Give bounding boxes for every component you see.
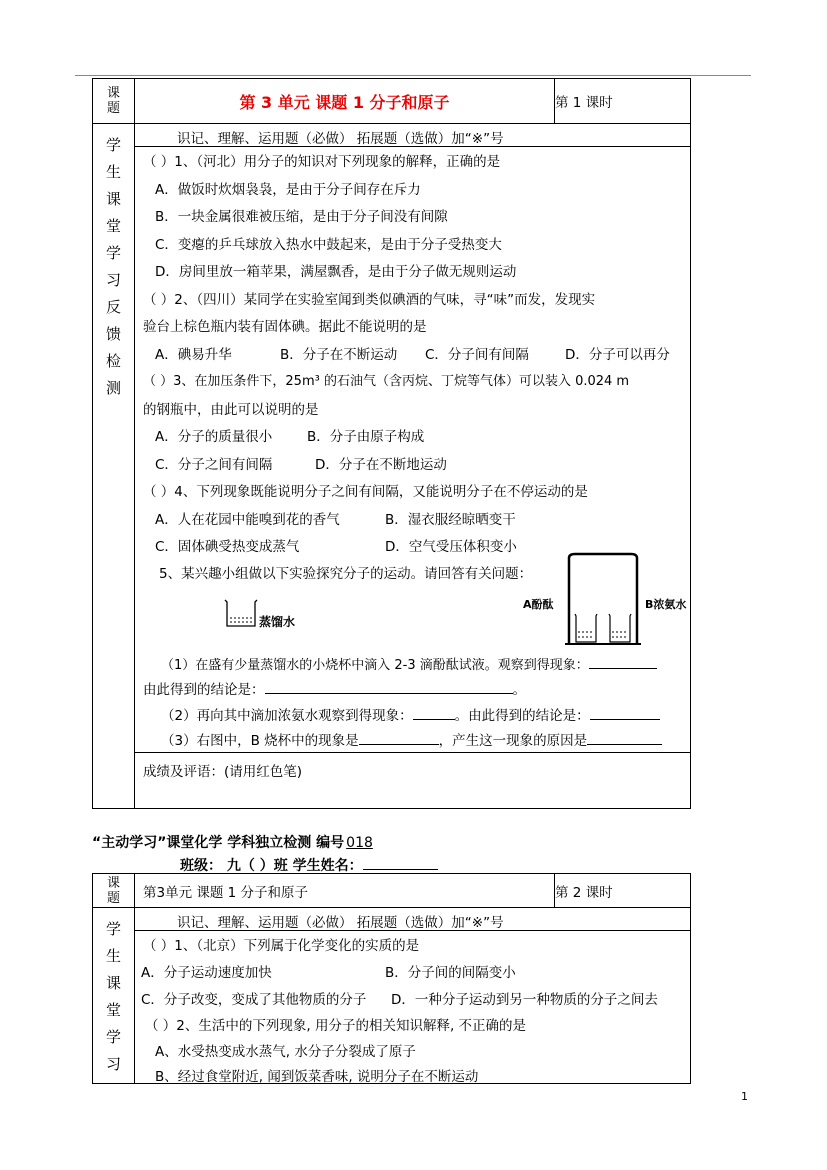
q1-stem: （ ）1、（河北）用分子的知识对下列现象的解释，正确的是	[143, 154, 501, 170]
q1-option-d: D．房间里放一箱苹果，满屋飘香，是由于分子做无规则运动	[155, 264, 517, 280]
student-name-field[interactable]	[363, 869, 438, 870]
q3-option-a: A．分子的质量很小	[155, 429, 273, 445]
q4-option-b: B．湿衣服经晾晒变干	[385, 512, 516, 528]
sheet-header: “主动学习”课堂化学 学科独立检测 编号 018	[92, 832, 381, 852]
side-label: 学 生 课 堂 学 习 反 馈 检 测	[93, 124, 135, 809]
answer-blank[interactable]	[413, 719, 455, 720]
answer-blank[interactable]	[587, 744, 662, 745]
q4-stem: （ ）4、下列现象既能说明分子之间有间隔，又能说明分子在不停运动的是	[143, 484, 588, 500]
remarks-label: 成绩及评语：(请用红色笔)	[143, 764, 303, 780]
answer-blank[interactable]	[359, 744, 439, 745]
q1-option-a: A．做饭时炊烟袅袅，是由于分子间存在斥力	[155, 182, 421, 198]
student-info: 班级： 九（ ）班 学生姓名：	[180, 855, 438, 875]
beaker-distilled-water	[223, 598, 259, 628]
answer-blank[interactable]	[589, 668, 657, 669]
instruction-text: 识记、理解、运用题（必做） 拓展题（选做）加“※”号	[177, 131, 504, 147]
q2-option-b: B．分子在不断运动	[280, 347, 398, 363]
q1-option-c: C．分子改变，变成了其他物质的分子	[141, 992, 367, 1008]
page-number: 1	[741, 1090, 748, 1103]
q2-option-d: D．分子可以再分	[565, 347, 670, 363]
q1-option-b: B．分子间的间隔变小	[385, 965, 516, 981]
q2-option-a: A、水受热变成水蒸气, 水分子分裂成了原子	[155, 1044, 416, 1060]
questions-area	[135, 908, 691, 1084]
instruction-row	[135, 908, 690, 931]
topic-label: 课题	[93, 79, 135, 124]
q3-option-d: D．分子在不断地运动	[315, 457, 447, 473]
side-label: 学 生 课 堂 学 习	[93, 908, 135, 1084]
q1-option-d: D．一种分子运动到另一种物质的分子之间去	[391, 992, 658, 1008]
top-rule	[75, 75, 751, 76]
q4-option-a: A．人在花园中能嗅到花的香气	[155, 512, 340, 528]
bell-jar-apparatus	[563, 552, 643, 646]
q5-part1-line2: 由此得到的结论是： 。	[143, 682, 526, 698]
q5-part2: （2）再向其中滴加浓氨水观察到得现象： 。由此得到的结论是：	[161, 704, 660, 724]
lesson-period: 第 1 课时	[555, 79, 691, 124]
sheet-code: 018	[346, 835, 373, 851]
q4-option-d: D．空气受压体积变小	[385, 539, 517, 555]
answer-blank[interactable]	[265, 693, 513, 694]
q5-part1-line1: （1）在盛有少量蒸馏水的小烧杯中滴入 2-3 滴酚酞试液。观察到得现象：	[161, 654, 657, 673]
lesson-title: 第 3 单元 课题 1 分子和原子	[135, 79, 555, 124]
q2-option-c: C．分子间有间隔	[425, 347, 529, 363]
instruction-text: 识记、理解、运用题（必做） 拓展题（选做）加“※”号	[177, 915, 504, 931]
label-ammonia: B浓氨水	[645, 598, 687, 611]
q1-option-c: C．变瘪的乒乓球放入热水中鼓起来，是由于分子受热变大	[155, 237, 502, 253]
q3-stem-1: （ ）3、在加压条件下，25m³ 的石油气（含丙烷、丁烷等气体）可以装入 0.024 m	[143, 374, 630, 389]
label-distilled-water: 蒸馏水	[259, 615, 296, 629]
q1-option-a: A．分子运动速度加快	[141, 965, 272, 981]
q2-stem: （ ）2、生活中的下列现象, 用分子的相关知识解释, 不正确的是	[145, 1018, 527, 1034]
questions-area	[135, 124, 691, 809]
q1-stem: （ ）1、（北京）下列属于化学变化的实质的是	[143, 938, 420, 954]
label-phenolphthalein: A酚酞	[523, 598, 554, 611]
remarks-divider	[135, 752, 690, 753]
worksheet-table-2	[92, 873, 691, 1084]
q2-option-b: B、经过食堂附近, 闻到饭菜香味, 说明分子在不断运动	[155, 1069, 479, 1085]
q1-option-b: B．一块金属很难被压缩，是由于分子间没有间隙	[155, 209, 448, 225]
lesson-period: 第 2 课时	[555, 874, 691, 908]
topic-label: 课题	[93, 874, 135, 908]
q5-part3: （3）右图中，B 烧杯中的现象是 ，产生这一现象的原因是	[161, 729, 662, 749]
lesson-title: 第3单元 课题 1 分子和原子	[135, 874, 555, 908]
instruction-row	[135, 124, 690, 147]
q3-stem-2: 的钢瓶中，由此可以说明的是	[143, 402, 319, 418]
q4-option-c: C．固体碘受热变成蒸气	[155, 539, 300, 555]
q3-option-b: B．分子由原子构成	[307, 429, 425, 445]
q2-stem-2: 验台上棕色瓶内装有固体碘。据此不能说明的是	[143, 319, 427, 335]
q2-stem-1: （ ）2、（四川）某同学在实验室闻到类似碘酒的气味，寻“味”而发，发现实	[143, 292, 596, 308]
answer-blank[interactable]	[590, 719, 660, 720]
q2-option-a: A．碘易升华	[155, 347, 232, 363]
worksheet-table-1	[92, 78, 691, 809]
q3-option-c: C．分子之间有间隔	[155, 457, 273, 473]
q5-stem: 5、某兴趣小组做以下实验探究分子的运动。请回答有关问题：	[159, 566, 533, 582]
